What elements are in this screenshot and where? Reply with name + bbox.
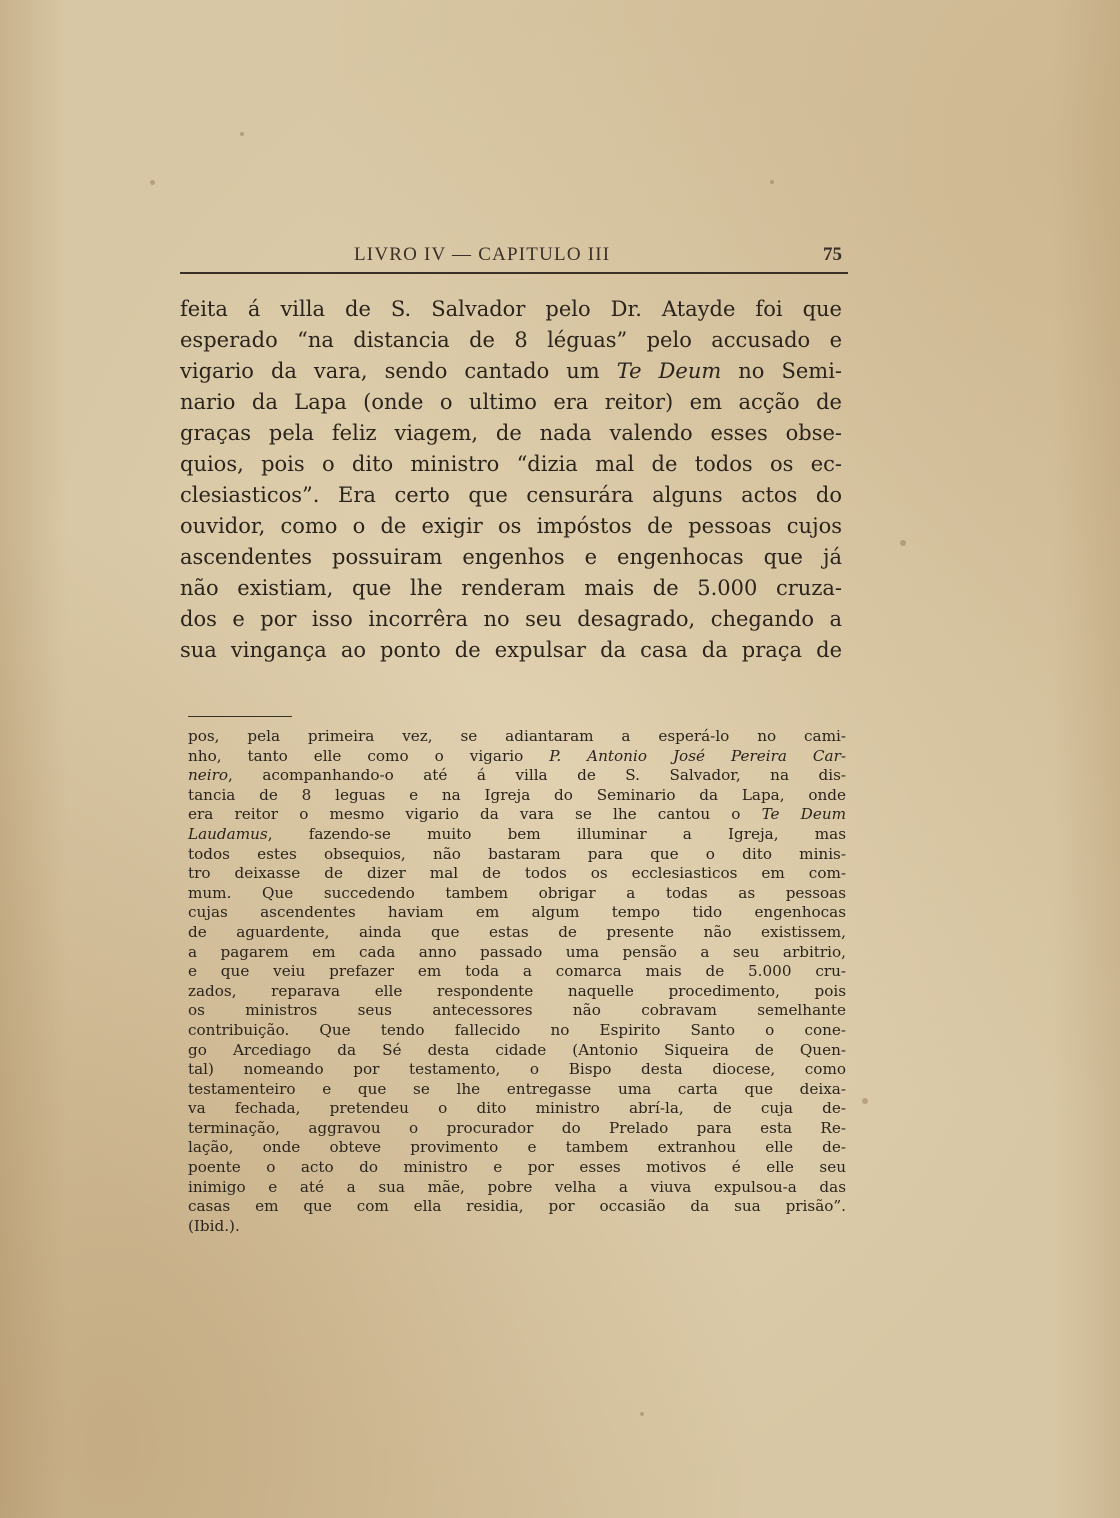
paper-stain <box>640 1412 644 1416</box>
footnote-line: pos, pela primeira vez, se adiantaram a esperá-lo no cami- <box>188 727 846 745</box>
body-line: nario da Lapa (onde o ultimo era reitor) em acção de <box>180 390 842 414</box>
paper-stain <box>862 1098 868 1104</box>
footnote-line: zados, reparava elle respondente naquelle procedimento, pois <box>188 981 846 1000</box>
footnote-line: lação, onde obteve provimento e tambem extranhou elle de- <box>188 1138 846 1157</box>
footnote-line: va fechada, pretendeu o dito ministro abrí-la, de cuja de- <box>188 1099 846 1118</box>
footnote-line: tancia de 8 leguas e na Igreja do Seminario da Lapa, onde <box>188 785 846 804</box>
footnote-line: go Arcediago da Sé desta cidade (Antonio Siqueira de Quen- <box>188 1040 846 1059</box>
footnote-line: neiro, acompanhando-o até á villa de S. Salvador, na dis- <box>188 766 846 785</box>
body-line: esperado “na distancia de 8 léguas” pelo accusado e <box>180 328 842 352</box>
body-line: dos e por isso incorrêra no seu desagrado, chegando a <box>180 607 842 631</box>
running-head <box>180 244 848 274</box>
paper-stain <box>240 132 244 136</box>
footnote-line: cujas ascendentes haviam em algum tempo tido engenhocas <box>188 903 846 922</box>
footnote-line: tal) nomeando por testamento, o Bispo desta diocese, como <box>188 1060 846 1079</box>
footnote-line: mum. Que succedendo tambem obrigar a todas as pessoas <box>188 883 846 902</box>
footnote-line: os ministros seus antecessores não cobravam semelhante <box>188 1001 846 1020</box>
page-number: 75 <box>823 244 842 265</box>
footnote <box>188 727 846 1236</box>
paper-stain <box>900 540 906 546</box>
running-title: LIVRO IV — CAPITULO III <box>354 244 611 265</box>
footnote-rule <box>188 716 292 717</box>
footnote-line: tro deixasse de dizer mal de todos os ecclesiasticos em com- <box>188 864 846 883</box>
paper-stain <box>770 180 774 184</box>
footnote-line: terminação, aggravou o procurador do Prelado para esta Re- <box>188 1118 846 1137</box>
footnote-line: testamenteiro e que se lhe entregasse uma carta que deixa- <box>188 1079 846 1098</box>
footnote-line: e que veiu prefazer em toda a comarca mais de 5.000 cru- <box>188 962 846 981</box>
body-line: quios, pois o dito ministro “dizia mal de todos os ec- <box>180 452 842 476</box>
footnote-line: todos estes obsequios, não bastaram para que o dito minis- <box>188 844 846 863</box>
footnote-line: poente o acto do ministro e por esses motivos é elle seu <box>188 1158 846 1177</box>
footnote-line: a pagarem em cada anno passado uma pensão a seu arbitrio, <box>188 942 846 961</box>
body-line: ouvidor, como o de exigir os impóstos de pessoas cujos <box>180 514 842 538</box>
body-line: vigario da vara, sendo cantado um Te Deum no Semi- <box>180 359 843 383</box>
footnote-line: inimigo e até a sua mãe, pobre velha a viuva expulsou-a das <box>188 1177 846 1196</box>
body-text <box>180 294 842 666</box>
body-line: não existiam, que lhe renderam mais de 5.000 cruza- <box>180 576 842 600</box>
footnote-line: nho, tanto elle como o vigario P. Antonio José Pereira Car- <box>188 746 846 765</box>
footnote-line: de aguardente, ainda que estas de presente não existissem, <box>188 922 846 941</box>
body-line: graças pela feliz viagem, de nada valendo esses obse- <box>180 421 842 445</box>
footnote-line: contribuição. Que tendo fallecido no Espirito Santo o cone- <box>188 1020 846 1039</box>
footnote-line: Laudamus, fazendo-se muito bem illuminar a Igreja, mas <box>188 824 846 843</box>
body-line: ascendentes possuiram engenhos e engenhocas que já <box>180 545 842 569</box>
footnote-line: era reitor o mesmo vigario da vara se lhe cantou o Te Deum <box>188 805 846 824</box>
body-line: feita á villa de S. Salvador pelo Dr. Atayde foi que <box>180 297 842 321</box>
footnote-line: (Ibid.). <box>188 1216 240 1235</box>
footnote-line: casas em que com ella residia, por occasião da sua prisão”. <box>188 1197 846 1216</box>
paper-stain <box>150 180 155 185</box>
body-line: sua vingança ao ponto de expulsar da casa da praça de <box>180 638 842 662</box>
body-line: clesiasticos”. Era certo que censurára alguns actos do <box>180 483 842 507</box>
